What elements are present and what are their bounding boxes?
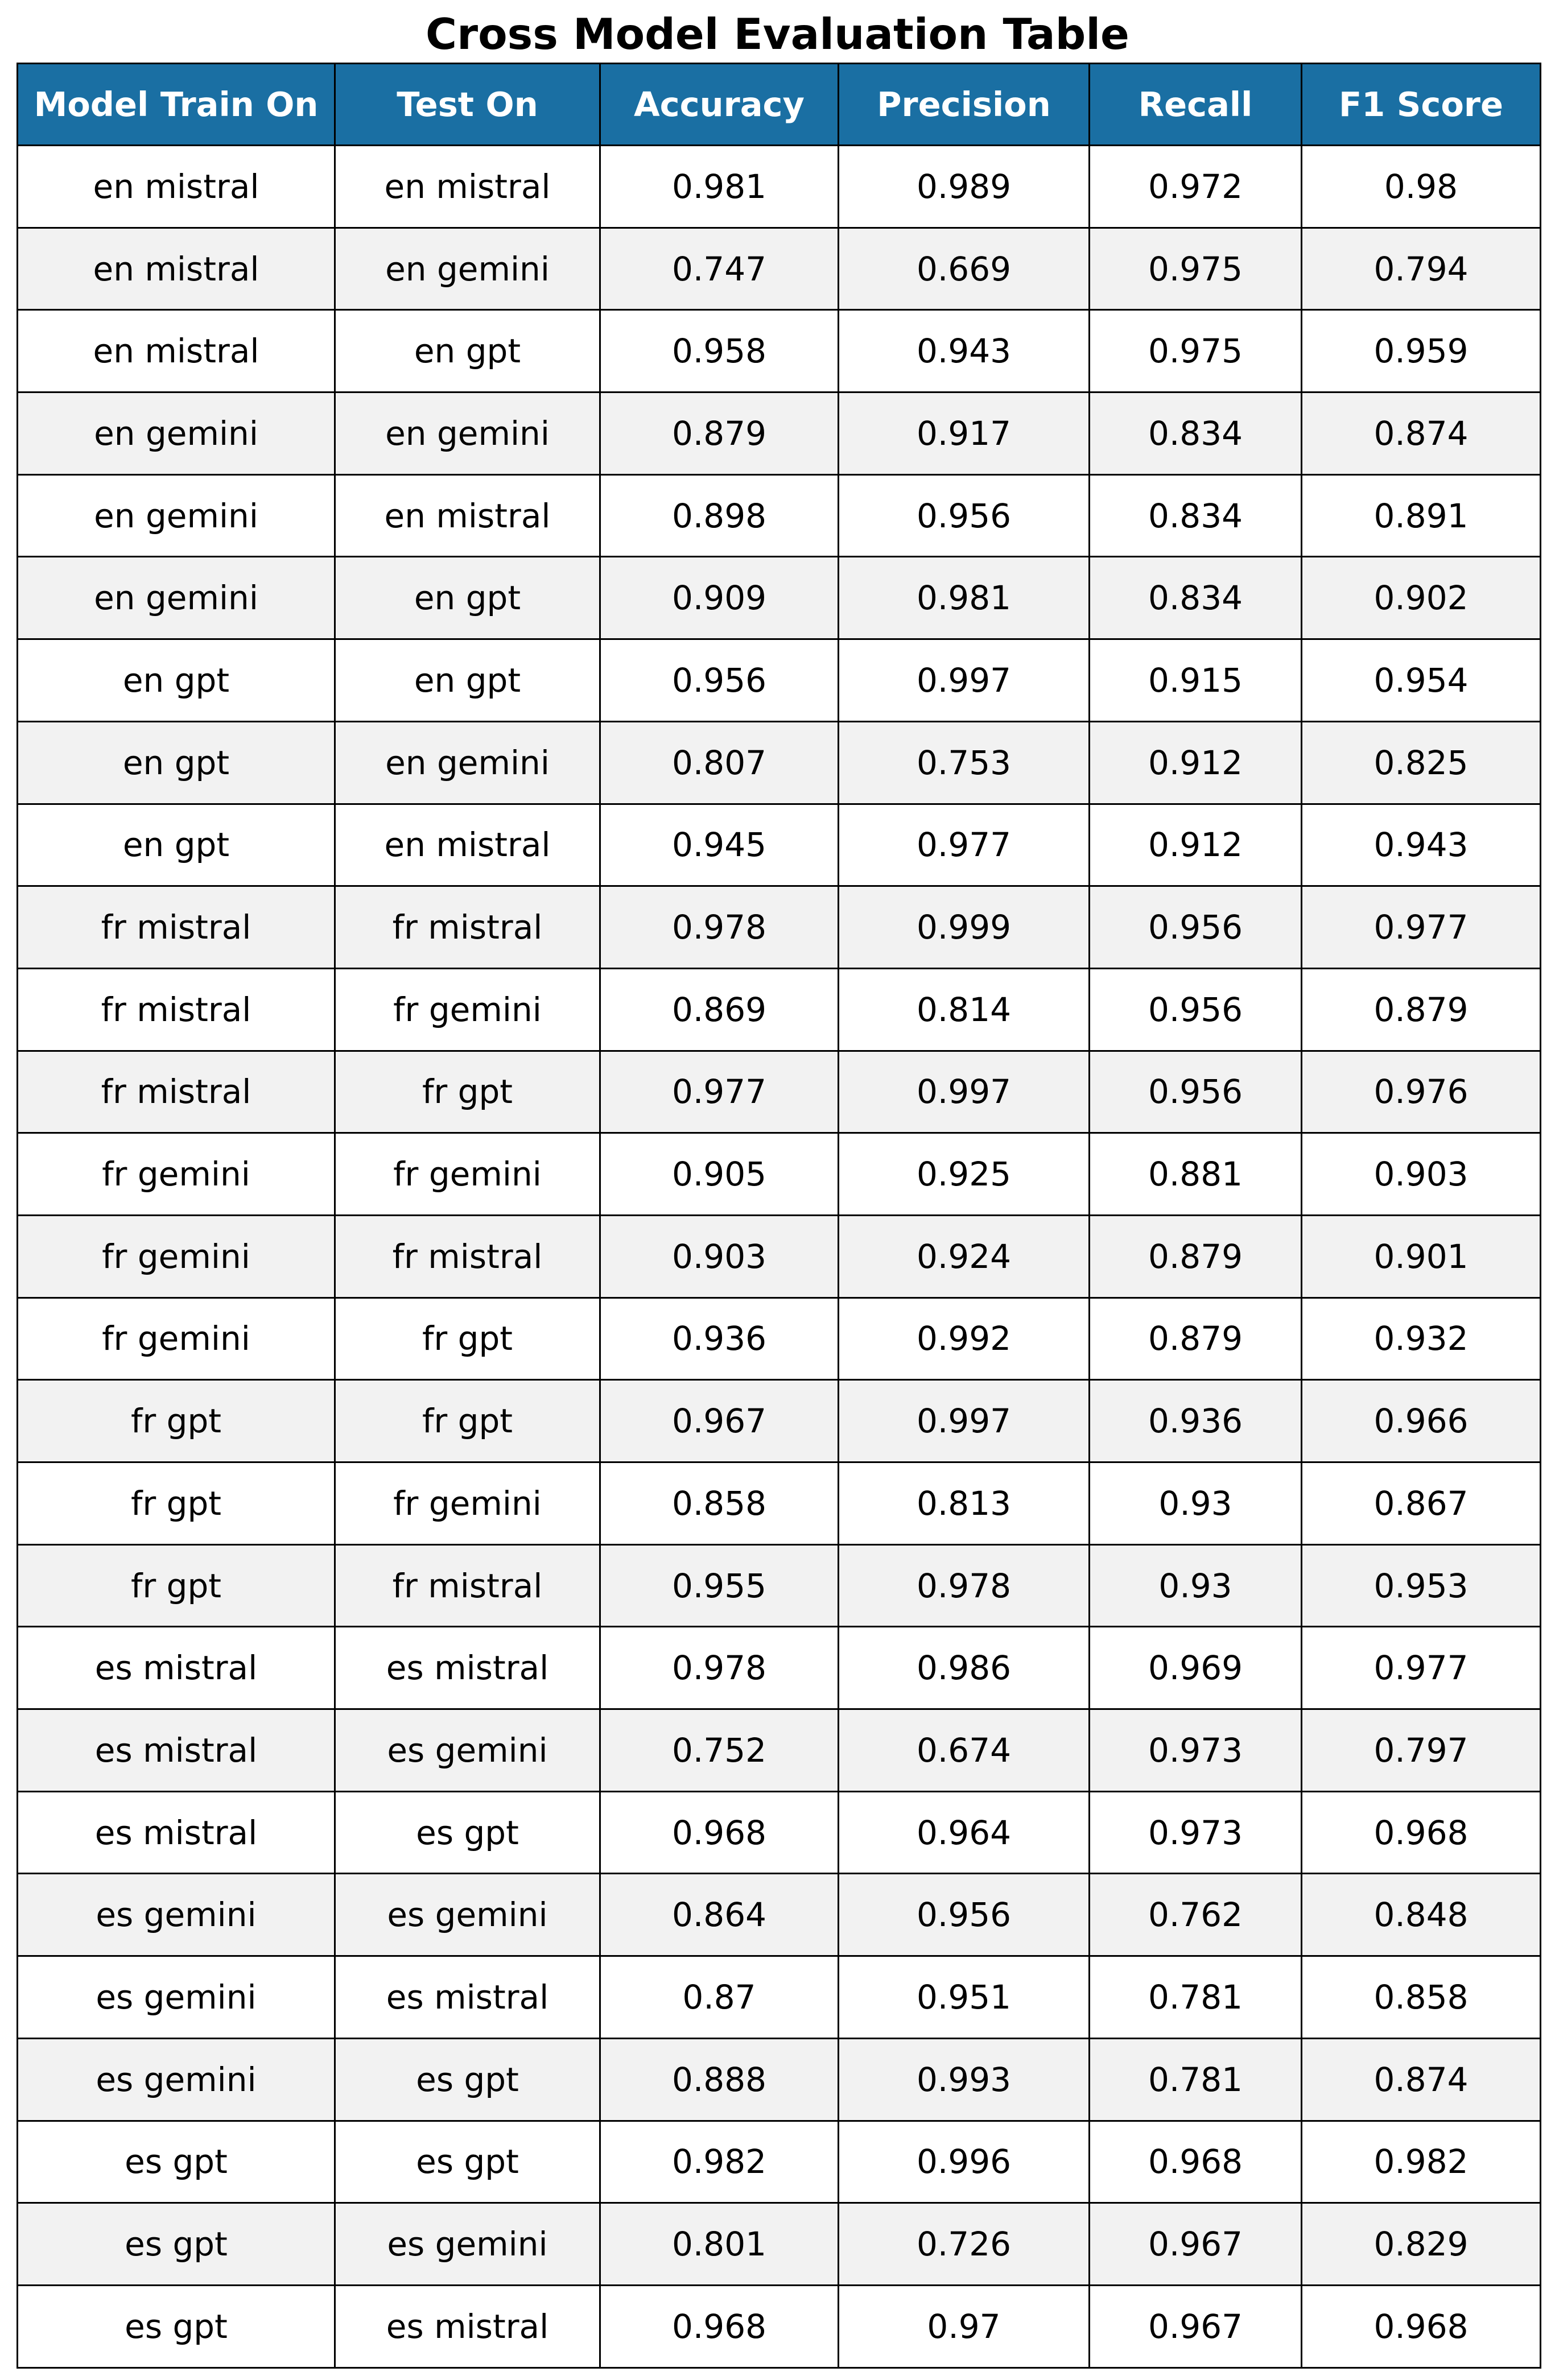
table-row xyxy=(18,310,1541,392)
cell-accuracy: 0.879 xyxy=(600,392,839,475)
cell-model-train-on: es gpt xyxy=(18,2285,335,2367)
cell-test-on: en gemini xyxy=(335,721,600,804)
evaluation-table xyxy=(17,63,1541,2369)
table-body xyxy=(18,146,1541,2368)
cell-precision: 0.753 xyxy=(839,721,1090,804)
cell-test-on: en mistral xyxy=(335,146,600,228)
cell-precision: 0.978 xyxy=(839,1544,1090,1627)
table-row xyxy=(18,968,1541,1051)
cell-recall: 0.936 xyxy=(1090,1380,1302,1462)
cell-f1-score: 0.848 xyxy=(1302,1874,1541,1956)
table-row xyxy=(18,1627,1541,1709)
cell-model-train-on: fr mistral xyxy=(18,886,335,969)
cell-model-train-on: en gpt xyxy=(18,721,335,804)
cell-f1-score: 0.829 xyxy=(1302,2203,1541,2286)
cell-recall: 0.967 xyxy=(1090,2203,1302,2286)
cell-f1-score: 0.982 xyxy=(1302,2121,1541,2203)
cell-precision: 0.989 xyxy=(839,146,1090,228)
cell-f1-score: 0.867 xyxy=(1302,1462,1541,1545)
table-row xyxy=(18,1215,1541,1298)
cell-model-train-on: es gpt xyxy=(18,2203,335,2286)
column-header-test-on: Test On xyxy=(335,64,600,146)
cell-recall: 0.968 xyxy=(1090,2121,1302,2203)
cell-test-on: en mistral xyxy=(335,804,600,886)
cell-accuracy: 0.936 xyxy=(600,1298,839,1380)
cell-test-on: es gpt xyxy=(335,1791,600,1874)
table-row xyxy=(18,2203,1541,2286)
cell-f1-score: 0.902 xyxy=(1302,557,1541,639)
cell-accuracy: 0.968 xyxy=(600,2285,839,2367)
cell-precision: 0.977 xyxy=(839,804,1090,886)
cell-precision: 0.943 xyxy=(839,310,1090,392)
cell-recall: 0.834 xyxy=(1090,557,1302,639)
cell-f1-score: 0.966 xyxy=(1302,1380,1541,1462)
cell-model-train-on: en gemini xyxy=(18,474,335,557)
cell-model-train-on: fr gemini xyxy=(18,1133,335,1216)
cell-precision: 0.814 xyxy=(839,968,1090,1051)
cell-f1-score: 0.797 xyxy=(1302,1709,1541,1792)
cell-precision: 0.813 xyxy=(839,1462,1090,1545)
cell-test-on: es gemini xyxy=(335,1709,600,1792)
cell-accuracy: 0.858 xyxy=(600,1462,839,1545)
cell-accuracy: 0.945 xyxy=(600,804,839,886)
cell-recall: 0.973 xyxy=(1090,1791,1302,1874)
table-row xyxy=(18,1709,1541,1792)
cell-accuracy: 0.905 xyxy=(600,1133,839,1216)
cell-precision: 0.996 xyxy=(839,2121,1090,2203)
cell-model-train-on: en gpt xyxy=(18,804,335,886)
table-row xyxy=(18,228,1541,310)
column-header-model-train-on: Model Train On xyxy=(18,64,335,146)
cell-accuracy: 0.903 xyxy=(600,1215,839,1298)
cell-model-train-on: en mistral xyxy=(18,228,335,310)
cell-precision: 0.956 xyxy=(839,474,1090,557)
table-row xyxy=(18,557,1541,639)
cell-test-on: es gemini xyxy=(335,2203,600,2286)
cell-recall: 0.93 xyxy=(1090,1544,1302,1627)
cell-test-on: es gpt xyxy=(335,2121,600,2203)
cell-f1-score: 0.903 xyxy=(1302,1133,1541,1216)
table-row xyxy=(18,1462,1541,1545)
cell-accuracy: 0.864 xyxy=(600,1874,839,1956)
cell-recall: 0.912 xyxy=(1090,804,1302,886)
cell-model-train-on: en gemini xyxy=(18,392,335,475)
table-row xyxy=(18,146,1541,228)
cell-model-train-on: en gpt xyxy=(18,639,335,722)
cell-test-on: en gpt xyxy=(335,557,600,639)
table-header xyxy=(18,64,1541,146)
cell-test-on: fr gemini xyxy=(335,1462,600,1545)
table-row xyxy=(18,886,1541,969)
cell-accuracy: 0.968 xyxy=(600,1791,839,1874)
cell-test-on: es gemini xyxy=(335,1874,600,1956)
cell-f1-score: 0.976 xyxy=(1302,1051,1541,1133)
header-row xyxy=(18,64,1541,146)
cell-accuracy: 0.956 xyxy=(600,639,839,722)
column-header-recall: Recall xyxy=(1090,64,1302,146)
cell-precision: 0.726 xyxy=(839,2203,1090,2286)
cell-recall: 0.975 xyxy=(1090,310,1302,392)
cell-recall: 0.879 xyxy=(1090,1215,1302,1298)
cell-precision: 0.999 xyxy=(839,886,1090,969)
cell-model-train-on: es gemini xyxy=(18,1956,335,2039)
cell-test-on: fr mistral xyxy=(335,886,600,969)
cell-precision: 0.97 xyxy=(839,2285,1090,2367)
cell-recall: 0.879 xyxy=(1090,1298,1302,1380)
cell-model-train-on: fr mistral xyxy=(18,968,335,1051)
cell-accuracy: 0.955 xyxy=(600,1544,839,1627)
table-row xyxy=(18,1791,1541,1874)
cell-accuracy: 0.967 xyxy=(600,1380,839,1462)
chart-title: Cross Model Evaluation Table xyxy=(426,9,1129,59)
cell-f1-score: 0.954 xyxy=(1302,639,1541,722)
column-header-precision: Precision xyxy=(839,64,1090,146)
table-row xyxy=(18,2038,1541,2121)
cell-model-train-on: fr gpt xyxy=(18,1544,335,1627)
cell-f1-score: 0.901 xyxy=(1302,1215,1541,1298)
cell-model-train-on: en gemini xyxy=(18,557,335,639)
cell-model-train-on: es gemini xyxy=(18,2038,335,2121)
cell-test-on: fr gemini xyxy=(335,968,600,1051)
cell-accuracy: 0.898 xyxy=(600,474,839,557)
cell-test-on: es mistral xyxy=(335,1627,600,1709)
cell-precision: 0.925 xyxy=(839,1133,1090,1216)
cell-accuracy: 0.888 xyxy=(600,2038,839,2121)
cell-recall: 0.973 xyxy=(1090,1709,1302,1792)
cell-test-on: fr gemini xyxy=(335,1133,600,1216)
cell-recall: 0.762 xyxy=(1090,1874,1302,1956)
cell-accuracy: 0.977 xyxy=(600,1051,839,1133)
cell-model-train-on: fr gemini xyxy=(18,1215,335,1298)
cell-accuracy: 0.981 xyxy=(600,146,839,228)
cell-recall: 0.969 xyxy=(1090,1627,1302,1709)
table-row xyxy=(18,392,1541,475)
column-header-accuracy: Accuracy xyxy=(600,64,839,146)
cell-f1-score: 0.879 xyxy=(1302,968,1541,1051)
cell-f1-score: 0.932 xyxy=(1302,1298,1541,1380)
cell-f1-score: 0.968 xyxy=(1302,2285,1541,2367)
cell-test-on: es gpt xyxy=(335,2038,600,2121)
cell-accuracy: 0.752 xyxy=(600,1709,839,1792)
table-row xyxy=(18,2121,1541,2203)
cell-recall: 0.912 xyxy=(1090,721,1302,804)
cell-precision: 0.986 xyxy=(839,1627,1090,1709)
cell-recall: 0.956 xyxy=(1090,1051,1302,1133)
cell-model-train-on: en mistral xyxy=(18,146,335,228)
cell-precision: 0.992 xyxy=(839,1298,1090,1380)
cell-accuracy: 0.87 xyxy=(600,1956,839,2039)
cell-accuracy: 0.909 xyxy=(600,557,839,639)
cell-f1-score: 0.891 xyxy=(1302,474,1541,557)
cell-f1-score: 0.977 xyxy=(1302,886,1541,969)
cell-test-on: en mistral xyxy=(335,474,600,557)
cell-recall: 0.781 xyxy=(1090,1956,1302,2039)
cell-recall: 0.956 xyxy=(1090,886,1302,969)
cell-accuracy: 0.982 xyxy=(600,2121,839,2203)
cell-precision: 0.981 xyxy=(839,557,1090,639)
cell-precision: 0.674 xyxy=(839,1709,1090,1792)
cell-f1-score: 0.858 xyxy=(1302,1956,1541,2039)
cell-model-train-on: fr gpt xyxy=(18,1462,335,1545)
cell-recall: 0.834 xyxy=(1090,392,1302,475)
cell-accuracy: 0.978 xyxy=(600,886,839,969)
table-row xyxy=(18,1051,1541,1133)
cell-recall: 0.915 xyxy=(1090,639,1302,722)
cell-precision: 0.997 xyxy=(839,639,1090,722)
table-row xyxy=(18,804,1541,886)
table-row xyxy=(18,1544,1541,1627)
table-row xyxy=(18,639,1541,722)
cell-f1-score: 0.977 xyxy=(1302,1627,1541,1709)
cell-f1-score: 0.874 xyxy=(1302,2038,1541,2121)
cell-precision: 0.956 xyxy=(839,1874,1090,1956)
cell-f1-score: 0.794 xyxy=(1302,228,1541,310)
table-row xyxy=(18,1298,1541,1380)
cell-precision: 0.951 xyxy=(839,1956,1090,2039)
cell-recall: 0.781 xyxy=(1090,2038,1302,2121)
table-row xyxy=(18,1874,1541,1956)
cell-test-on: fr mistral xyxy=(335,1215,600,1298)
cell-recall: 0.956 xyxy=(1090,968,1302,1051)
cell-test-on: en gpt xyxy=(335,639,600,722)
cell-accuracy: 0.801 xyxy=(600,2203,839,2286)
cell-test-on: fr mistral xyxy=(335,1544,600,1627)
cell-precision: 0.964 xyxy=(839,1791,1090,1874)
cell-test-on: es mistral xyxy=(335,1956,600,2039)
cell-model-train-on: es mistral xyxy=(18,1627,335,1709)
cell-model-train-on: es gemini xyxy=(18,1874,335,1956)
cell-recall: 0.967 xyxy=(1090,2285,1302,2367)
cell-accuracy: 0.958 xyxy=(600,310,839,392)
cell-accuracy: 0.807 xyxy=(600,721,839,804)
cell-model-train-on: fr gpt xyxy=(18,1380,335,1462)
cell-accuracy: 0.978 xyxy=(600,1627,839,1709)
cell-recall: 0.93 xyxy=(1090,1462,1302,1545)
cell-test-on: fr gpt xyxy=(335,1380,600,1462)
cell-test-on: es mistral xyxy=(335,2285,600,2367)
cell-f1-score: 0.943 xyxy=(1302,804,1541,886)
cell-model-train-on: es gpt xyxy=(18,2121,335,2203)
cell-precision: 0.669 xyxy=(839,228,1090,310)
table-row xyxy=(18,2285,1541,2367)
cell-f1-score: 0.825 xyxy=(1302,721,1541,804)
cell-f1-score: 0.959 xyxy=(1302,310,1541,392)
table-row xyxy=(18,1133,1541,1216)
cell-test-on: en gemini xyxy=(335,392,600,475)
cell-model-train-on: es mistral xyxy=(18,1791,335,1874)
cell-f1-score: 0.968 xyxy=(1302,1791,1541,1874)
cell-accuracy: 0.869 xyxy=(600,968,839,1051)
cell-f1-score: 0.953 xyxy=(1302,1544,1541,1627)
table-row xyxy=(18,474,1541,557)
cell-f1-score: 0.98 xyxy=(1302,146,1541,228)
cell-f1-score: 0.874 xyxy=(1302,392,1541,475)
cell-test-on: fr gpt xyxy=(335,1051,600,1133)
cell-model-train-on: fr mistral xyxy=(18,1051,335,1133)
table-row xyxy=(18,721,1541,804)
column-header-f1-score: F1 Score xyxy=(1302,64,1541,146)
cell-recall: 0.972 xyxy=(1090,146,1302,228)
cell-precision: 0.993 xyxy=(839,2038,1090,2121)
cell-recall: 0.834 xyxy=(1090,474,1302,557)
cell-accuracy: 0.747 xyxy=(600,228,839,310)
cell-recall: 0.975 xyxy=(1090,228,1302,310)
cell-recall: 0.881 xyxy=(1090,1133,1302,1216)
cell-test-on: fr gpt xyxy=(335,1298,600,1380)
cell-model-train-on: en mistral xyxy=(18,310,335,392)
cell-precision: 0.924 xyxy=(839,1215,1090,1298)
cell-precision: 0.997 xyxy=(839,1380,1090,1462)
cell-precision: 0.917 xyxy=(839,392,1090,475)
cell-test-on: en gemini xyxy=(335,228,600,310)
table-row xyxy=(18,1956,1541,2039)
cell-precision: 0.997 xyxy=(839,1051,1090,1133)
cell-model-train-on: es mistral xyxy=(18,1709,335,1792)
cell-model-train-on: fr gemini xyxy=(18,1298,335,1380)
table-row xyxy=(18,1380,1541,1462)
cell-test-on: en gpt xyxy=(335,310,600,392)
